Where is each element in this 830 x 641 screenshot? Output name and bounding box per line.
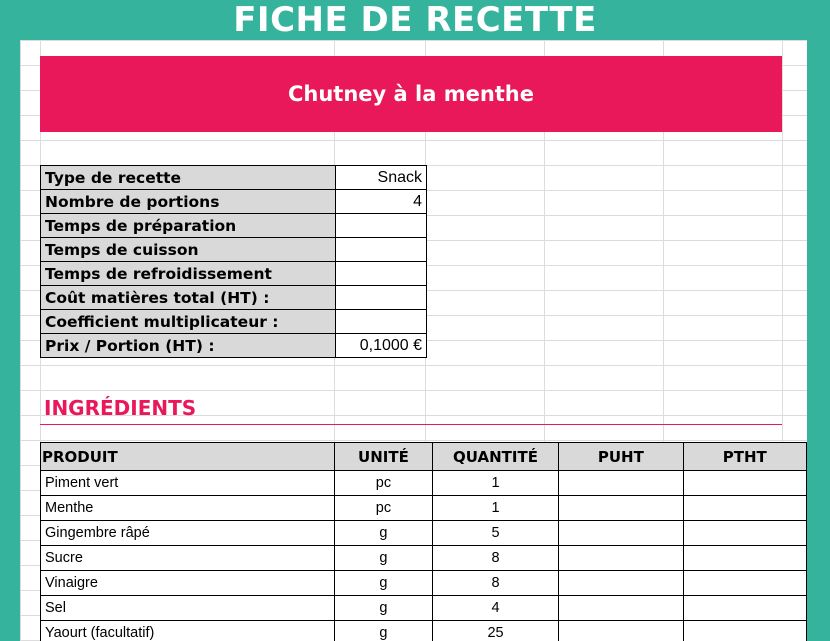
info-value[interactable]: Snack bbox=[336, 166, 427, 190]
cell-ptht[interactable] bbox=[683, 621, 806, 641]
info-row-prep-time bbox=[41, 214, 427, 238]
info-row-coefficient bbox=[41, 310, 427, 334]
cell-quantite[interactable]: 1 bbox=[432, 471, 558, 496]
info-value[interactable] bbox=[336, 238, 427, 262]
spreadsheet-area[interactable] bbox=[20, 40, 807, 641]
info-label[interactable]: Prix / Portion (HT) : bbox=[41, 334, 336, 358]
cell-unite[interactable]: g bbox=[334, 621, 432, 641]
cell-unite[interactable]: g bbox=[334, 546, 432, 571]
info-value[interactable] bbox=[336, 262, 427, 286]
info-value[interactable] bbox=[336, 286, 427, 310]
info-label[interactable]: Coût matières total (HT) : bbox=[41, 286, 336, 310]
info-value[interactable] bbox=[336, 214, 427, 238]
recipe-info-table bbox=[40, 165, 427, 358]
column-header-produit[interactable]: PRODUIT bbox=[41, 443, 335, 471]
cell-ptht[interactable] bbox=[683, 596, 806, 621]
table-row bbox=[41, 621, 807, 641]
cell-unite[interactable]: pc bbox=[334, 496, 432, 521]
cell-produit[interactable]: Sel bbox=[41, 596, 335, 621]
table-row bbox=[41, 571, 807, 596]
cell-unite[interactable]: pc bbox=[334, 471, 432, 496]
cell-unite[interactable]: g bbox=[334, 571, 432, 596]
info-value[interactable]: 0,1000 € bbox=[336, 334, 427, 358]
cell-quantite[interactable]: 5 bbox=[432, 521, 558, 546]
cell-ptht[interactable] bbox=[683, 546, 806, 571]
cell-quantite[interactable]: 8 bbox=[432, 546, 558, 571]
cell-ptht[interactable] bbox=[683, 496, 806, 521]
cell-unite[interactable]: g bbox=[334, 596, 432, 621]
cell-puht[interactable] bbox=[559, 471, 683, 496]
cell-quantite[interactable]: 8 bbox=[432, 571, 558, 596]
cell-ptht[interactable] bbox=[683, 571, 806, 596]
info-value[interactable]: 4 bbox=[336, 190, 427, 214]
info-row-total-cost bbox=[41, 286, 427, 310]
table-row bbox=[41, 496, 807, 521]
cell-produit[interactable]: Gingembre râpé bbox=[41, 521, 335, 546]
info-label[interactable]: Temps de préparation bbox=[41, 214, 336, 238]
column-header-ptht[interactable]: PTHT bbox=[683, 443, 806, 471]
cell-quantite[interactable]: 1 bbox=[432, 496, 558, 521]
cell-produit[interactable]: Yaourt (facultatif) bbox=[41, 621, 335, 641]
info-label[interactable]: Temps de cuisson bbox=[41, 238, 336, 262]
info-label[interactable]: Temps de refroidissement bbox=[41, 262, 336, 286]
cell-puht[interactable] bbox=[559, 596, 683, 621]
column-header-unite[interactable]: UNITÉ bbox=[334, 443, 432, 471]
cell-quantite[interactable]: 4 bbox=[432, 596, 558, 621]
cell-puht[interactable] bbox=[559, 496, 683, 521]
table-row bbox=[41, 521, 807, 546]
page-banner-title: FICHE DE RECETTE bbox=[233, 0, 597, 40]
table-row bbox=[41, 596, 807, 621]
ingredients-table bbox=[40, 442, 807, 641]
column-header-puht[interactable]: PUHT bbox=[559, 443, 683, 471]
info-row-cook-time bbox=[41, 238, 427, 262]
table-row bbox=[41, 546, 807, 571]
ingredients-header-row bbox=[41, 443, 807, 471]
info-label[interactable]: Type de recette bbox=[41, 166, 336, 190]
recipe-name-bar[interactable]: Chutney à la menthe bbox=[40, 56, 782, 132]
cell-produit[interactable]: Vinaigre bbox=[41, 571, 335, 596]
ingredients-divider bbox=[40, 424, 782, 425]
cell-produit[interactable]: Piment vert bbox=[41, 471, 335, 496]
cell-puht[interactable] bbox=[559, 521, 683, 546]
cell-ptht[interactable] bbox=[683, 521, 806, 546]
cell-puht[interactable] bbox=[559, 571, 683, 596]
info-row-portions bbox=[41, 190, 427, 214]
info-label[interactable]: Nombre de portions bbox=[41, 190, 336, 214]
info-row-price-per-portion bbox=[41, 334, 427, 358]
info-row-cool-time bbox=[41, 262, 427, 286]
cell-ptht[interactable] bbox=[683, 471, 806, 496]
column-header-quantite[interactable]: QUANTITÉ bbox=[432, 443, 558, 471]
info-row-type bbox=[41, 166, 427, 190]
cell-produit[interactable]: Sucre bbox=[41, 546, 335, 571]
cell-puht[interactable] bbox=[559, 546, 683, 571]
ingredients-heading[interactable]: INGRÉDIENTS bbox=[44, 396, 197, 420]
info-label[interactable]: Coefficient multiplicateur : bbox=[41, 310, 336, 334]
cell-unite[interactable]: g bbox=[334, 521, 432, 546]
cell-produit[interactable]: Menthe bbox=[41, 496, 335, 521]
table-row bbox=[41, 471, 807, 496]
cell-puht[interactable] bbox=[559, 621, 683, 641]
cell-quantite[interactable]: 25 bbox=[432, 621, 558, 641]
info-value[interactable] bbox=[336, 310, 427, 334]
